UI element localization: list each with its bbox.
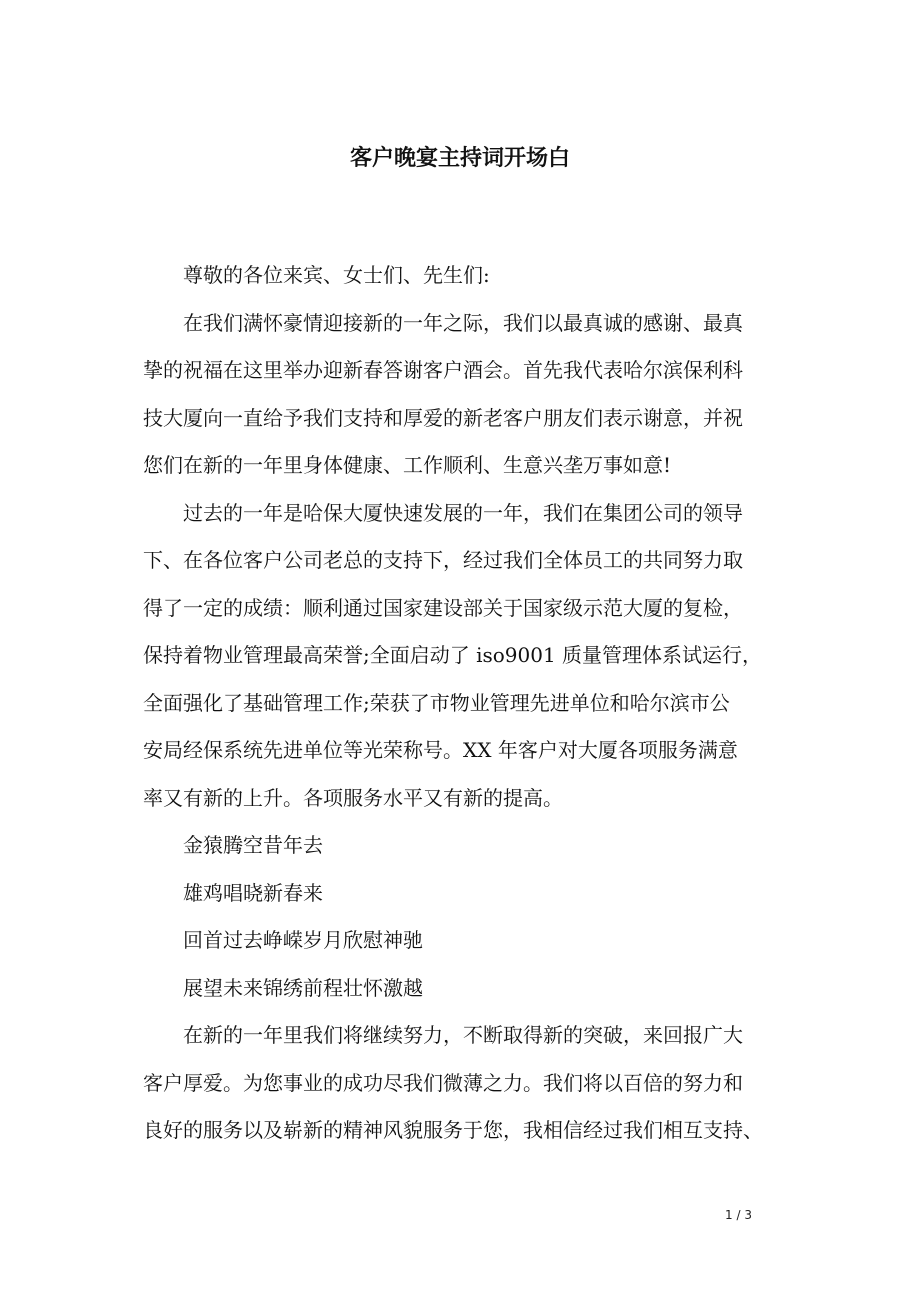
verse-line: 雄鸡唱晓新春来: [183, 880, 323, 905]
document-body: [143, 252, 788, 1155]
paragraph-line: 保持着物业管理最高荣誉;全面启动了 iso9001 质量管理体系试运行，: [143, 643, 763, 667]
paragraph-line: 过去的一年是哈保大厦快速发展的一年，我们在集团公司的领导: [183, 500, 743, 525]
document-title: 客户晚宴主持词开场白: [349, 145, 570, 171]
verse-line: 金猿腾空昔年去: [183, 833, 323, 857]
paragraph-line: 客户厚爱。为您事业的成功尽我们微薄之力。我们将以百倍的努力和: [143, 1070, 743, 1095]
paragraph-line: 挚的祝福在这里举办迎新春答谢客户酒会。首先我代表哈尔滨保利科: [143, 358, 743, 382]
paragraph-line: 您们在新的一年里身体健康、工作顺利、生意兴垄万事如意!: [143, 453, 672, 477]
paragraph-line: 下、在各位客户公司老总的支持下，经过我们全体员工的共同努力取: [143, 548, 743, 572]
verse-line: 回首过去峥嵘岁月欣慰神驰: [183, 928, 423, 952]
paragraph-line: 安局经保系统先进单位等光荣称号。XX 年客户对大厦各项服务满意: [143, 738, 738, 762]
paragraph-line: 得了一定的成绩：顺利通过国家建设部关于国家级示范大厦的复检，: [143, 595, 743, 620]
paragraph-line: 全面强化了基础管理工作;荣获了市物业管理先进单位和哈尔滨市公: [143, 690, 730, 715]
paragraph-line: 在我们满怀豪情迎接新的一年之际，我们以最真诚的感谢、最真: [183, 310, 743, 335]
paragraph-line: 良好的服务以及崭新的精神风貌服务于您，我相信经过我们相互支持、: [143, 1118, 763, 1142]
paragraph-line: 率又有新的上升。各项服务水平又有新的提高。: [143, 785, 563, 810]
verse-line: 展望未来锦绣前程壮怀激越: [183, 975, 423, 1000]
paragraph-line: 技大厦向一直给予我们支持和厚爱的新老客户朋友们表示谢意，并祝: [143, 405, 743, 430]
page-number: 1 / 3: [725, 1208, 752, 1222]
salutation-line: 尊敬的各位来宾、女士们、先生们:: [183, 263, 490, 287]
paragraph-line: 在新的一年里我们将继续努力，不断取得新的突破，来回报广大: [183, 1023, 743, 1047]
